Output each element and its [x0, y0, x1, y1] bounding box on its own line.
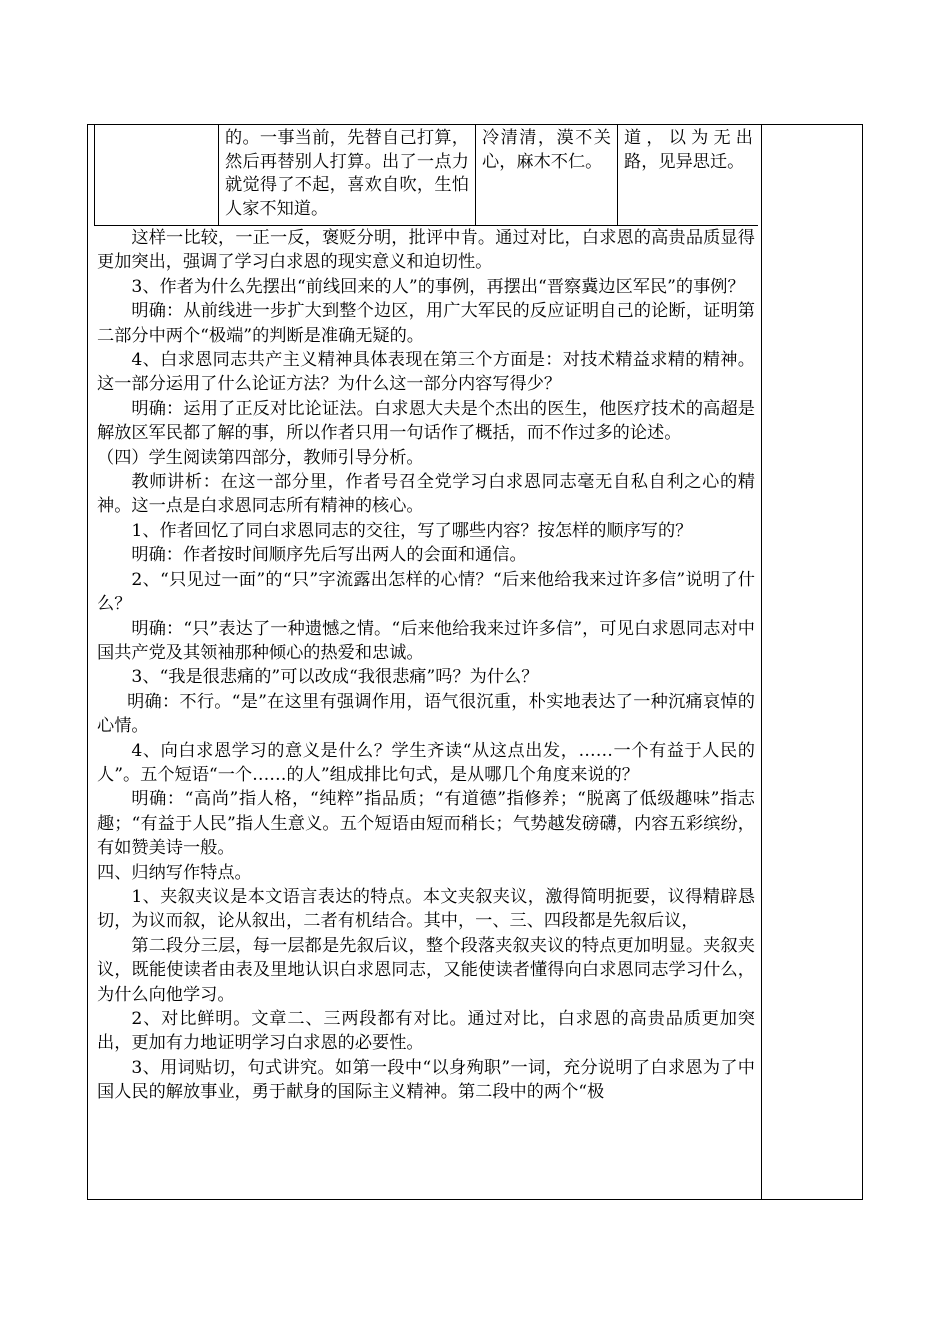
section-heading: 四、归纳写作特点。 [97, 862, 252, 883]
table-column-divider [761, 125, 762, 1199]
paragraph: 2、对比鲜明。文章二、三两段都有对比。通过对比，白求恩的高贵品质更加突出，更加有力地证明学习白求恩的必要性。 [97, 1009, 755, 1054]
paragraph: 明确：不行。“是”在这里有强调作用，语气很沉重，朴实地表达了一种沉痛哀悼的心情。 [97, 691, 755, 737]
outer-table [87, 124, 863, 1200]
table-cell-4-text: 道，以为无出路，见异思迁。 [624, 128, 753, 172]
table-cell-blank [95, 125, 218, 225]
paragraph: 明确：运用了正反对比论证法。白求恩大夫是个杰出的医生，他医疗技术的高超是解放区军民都了解的事，所以作者只用一句话作了概括，而不作过多的论述。 [97, 398, 755, 444]
table-cell-2-text: 的。一事当前，先替自己打算，然后再替别人打算。出了一点力就觉得了不起，喜欢自吹，生怕人家不知道。 [225, 128, 469, 219]
paragraph: 明确：作者按时间顺序先后写出两人的会面和通信。 [131, 545, 527, 566]
paragraph: 4、白求恩同志共产主义精神具体表现在第三个方面是：对技术精益求精的精神。这一部分运用了什么论证方法？为什么这一部分内容写得少？ [97, 350, 755, 395]
paragraph: 3、用词贴切，句式讲究。如第一段中“以身殉职”一词，充分说明了白求恩为了中国人民的解放事业，勇于献身的国际主义精神。第二段中的两个“极 [97, 1057, 755, 1103]
paragraph: 4、向白求恩学习的意义是什么？学生齐读“从这点出发，……一个有益于人民的人”。五个短语“一个……的人”组成排比句式，是从哪几个角度来说的？ [97, 740, 755, 785]
paragraph: 3、作者为什么先摆出“前线回来的人”的事例，再摆出“晋察冀边区军民”的事例？ [131, 276, 745, 297]
paragraph: 1、夹叙夹议是本文语言表达的特点。本文夹叙夹议，激得简明扼要，议得精辟恳切，为议而叙，论从叙出，二者有机结合。其中，一、三、四段都是先叙后议， [97, 886, 755, 932]
paragraph: 1、作者回忆了同白求恩同志的交往，写了哪些内容？按怎样的顺序写的？ [131, 520, 693, 541]
paragraph: 明确：“只”表达了一种遗憾之情。“后来他给我来过许多信”，可见白求恩同志对中国共产党及其领袖那种倾心的热爱和忠诚。 [97, 618, 755, 663]
paragraph: 明确：从前线进一步扩大到整个边区，用广大军民的反应证明自己的论断，证明第二部分中两个“极端”的判断是准确无疑的。 [97, 301, 755, 346]
paragraph: 第二段分三层，每一层都是先叙后议，整个段落夹叙夹议的特点更加明显。夹叙夹议，既能使读者由表及里地认识白求恩同志，又能使读者懂得向白求恩同志学习什么，为什么向他学习。 [97, 935, 755, 1005]
table-cell-3-text: 冷清清，漠不关心，麻木不仁。 [482, 128, 611, 172]
paragraph: 这样一比较，一正一反，褒贬分明，批评中肯。通过对比，白求恩的高贵品质显得更加突出，强调了学习白求恩的现实意义和迫切性。 [97, 228, 755, 273]
section-heading: （四）学生阅读第四部分，教师引导分析。 [97, 447, 424, 468]
table-cell-restless [617, 125, 759, 225]
lesson-body-text [97, 226, 755, 1105]
paragraph: 2、“只见过一面”的“只”字流露出怎样的心情？“后来他给我来过许多信”说明了什么？ [97, 569, 755, 615]
table-cell-selfish [218, 125, 475, 225]
comparison-table-fragment [94, 125, 758, 226]
paragraph: 3、“我是很悲痛的”可以改成“我很悲痛”吗？为什么？ [131, 667, 539, 688]
table-cell-indifferent [475, 125, 617, 225]
paragraph: 明确：“高尚”指人格，“纯粹”指品质；“有道德”指修养；“脱离了低级趣味”指志趣；“有益于人民”指人生意义。五个短语由短而稍长；气势越发磅礴，内容五彩缤纷，有如赞美诗一般。 [97, 789, 755, 859]
paragraph: 教师讲析：在这一部分里，作者号召全党学习白求恩同志毫无自私自利之心的精神。这一点是白求恩同志所有精神的核心。 [97, 472, 755, 517]
